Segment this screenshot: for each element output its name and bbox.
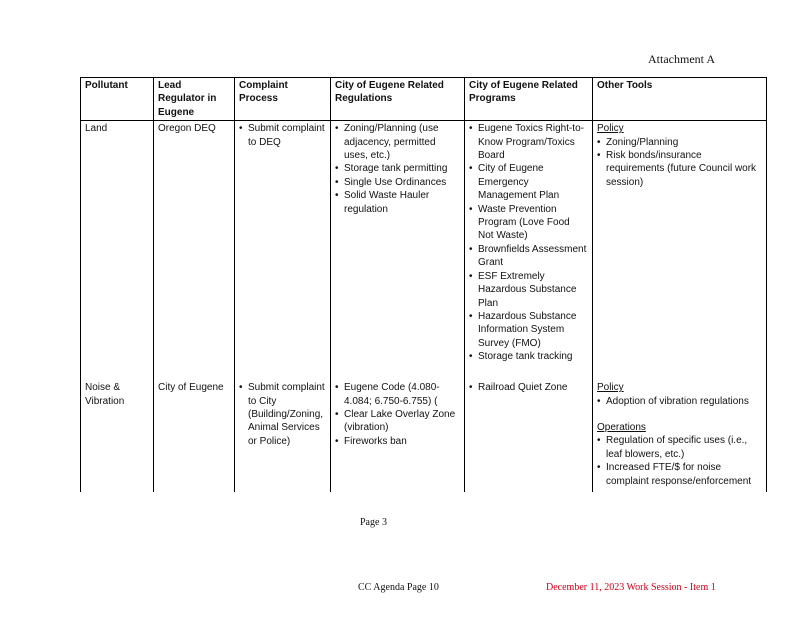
list-item: • Storage tank tracking (469, 350, 588, 363)
list-item: • Regulation of specific uses (i.e., leaf blowers, etc.) (597, 434, 762, 461)
cell-pollutant: Noise & Vibration (81, 379, 154, 492)
cell-programs (465, 379, 593, 492)
complaint-list (239, 381, 326, 448)
cell-other-tools (593, 379, 767, 492)
list-item: • Risk bonds/insurance requirements (future Council work session) (597, 149, 762, 189)
header-related-programs: City of Eugene Related Programs (465, 78, 593, 121)
complaint-list (239, 122, 326, 149)
list-item: • Adoption of vibration regulations (597, 395, 762, 408)
list-item: • Fireworks ban (335, 435, 460, 448)
cell-other-tools (593, 121, 767, 380)
policy-list (597, 136, 762, 190)
programs-list (469, 381, 588, 394)
list-item: • Submit complaint to City (Building/Zoning, Animal Services or Police) (239, 381, 326, 448)
operations-heading: Operations (597, 422, 646, 434)
operations-list (597, 434, 762, 488)
list-item: • City of Eugene Emergency Management Plan (469, 162, 588, 202)
list-item: • Submit complaint to DEQ (239, 122, 326, 149)
cell-pollutant: Land (81, 121, 154, 380)
list-item: • Solid Waste Hauler regulation (335, 189, 460, 216)
list-item: • Zoning/Planning (use adjacency, permitted uses, etc.) (335, 122, 460, 162)
policy-list (597, 395, 762, 408)
cell-regulations (331, 121, 465, 380)
header-pollutant: Pollutant (81, 78, 154, 121)
header-complaint-process: Complaint Process (235, 78, 331, 121)
policy-heading: Policy (597, 123, 624, 135)
policy-heading: Policy (597, 382, 624, 394)
list-item: • Waste Prevention Program (Love Food Not Waste) (469, 203, 588, 243)
cell-regulations (331, 379, 465, 492)
cell-complaint (235, 379, 331, 492)
cell-regulator: Oregon DEQ (154, 121, 235, 380)
list-item: • Hazardous Substance Information System Survey (FMO) (469, 310, 588, 350)
cell-regulator: City of Eugene (154, 379, 235, 492)
header-related-regulations: City of Eugene Related Regulations (331, 78, 465, 121)
list-item: • Eugene Code (4.080-4.084; 6.750-6.755) ( (335, 381, 460, 408)
table-row-noise (81, 379, 767, 492)
header-other-tools: Other Tools (593, 78, 767, 121)
cell-programs (465, 121, 593, 380)
list-item: • Zoning/Planning (597, 136, 762, 149)
programs-list (469, 122, 588, 363)
table-row-land (81, 121, 767, 380)
header-lead-regulator: Lead Regulator in Eugene (154, 78, 235, 121)
list-item: • Railroad Quiet Zone (469, 381, 588, 394)
attachment-label: Attachment A (648, 52, 715, 66)
list-item: • ESF Extremely Hazardous Substance Plan (469, 270, 588, 310)
list-item: • Storage tank permitting (335, 162, 460, 175)
work-session-footer: December 11, 2023 Work Session - Item 1 (546, 582, 716, 593)
list-item: • Clear Lake Overlay Zone (vibration) (335, 408, 460, 435)
page-number: Page 3 (360, 517, 387, 528)
table-header-row (81, 78, 767, 121)
regulations-list (335, 381, 460, 448)
pollutant-table (80, 77, 767, 492)
list-item: • Increased FTE/$ for noise complaint response/enforcement (597, 461, 762, 488)
list-item: • Eugene Toxics Right-to-Know Program/Toxics Board (469, 122, 588, 162)
cell-complaint (235, 121, 331, 380)
regulations-list (335, 122, 460, 216)
list-item: • Single Use Ordinances (335, 176, 460, 189)
list-item: • Brownfields Assessment Grant (469, 243, 588, 270)
agenda-page-footer: CC Agenda Page 10 (358, 582, 439, 593)
